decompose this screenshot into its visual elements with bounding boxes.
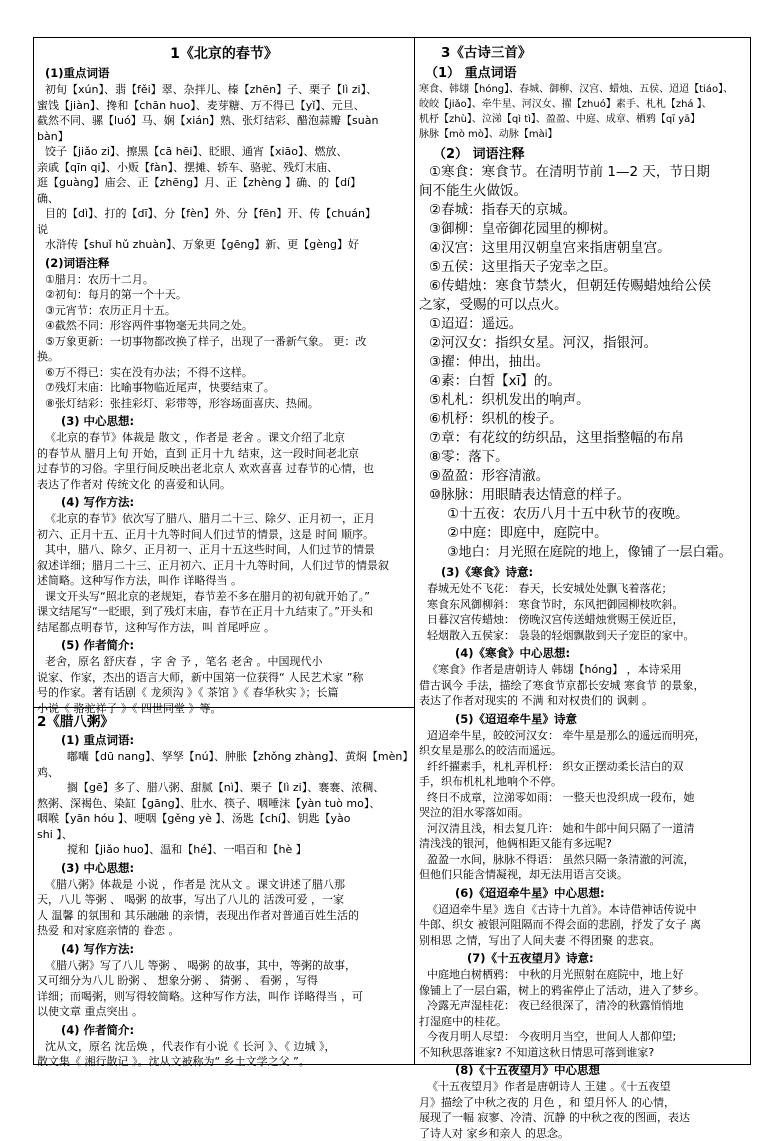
poem-line: 打湿庭中的桂花。 bbox=[419, 1014, 747, 1030]
note-line: ⑥万不得已：实在没有办法；不得不这样。 bbox=[37, 365, 411, 381]
vocab-line: 寒食、韩翃【hóng】、春城、御柳、汉宫、蜡烛、五侯、迢迢【tiáo】、 bbox=[419, 82, 747, 97]
note-line: ①迢迢：遥远。 bbox=[419, 315, 747, 334]
poem-line: 盈盈一水间，脉脉不得语： 虽然只隔一条清澈的河流， bbox=[419, 852, 747, 868]
method-line: 以使文章 重点突出 。 bbox=[37, 1004, 411, 1020]
vocab-line: 咽喉【yān hóu 】、哽咽【gěng yè 】、汤匙【chí】、钥匙【yào bbox=[37, 811, 411, 827]
vocab-line: 说 bbox=[37, 222, 411, 238]
idea-line: 牛郎、织女 被银河阻隔而不得会面的悲剧，抒发了女子 离 bbox=[419, 917, 747, 933]
note-line: ③擢：伸出，抽出。 bbox=[419, 353, 747, 372]
method-line: 结尾都点明春节，这种写作方法，叫 首尾呼应 。 bbox=[37, 620, 411, 636]
poem-line: 但他们只能含情凝视，却无法用语言交谈。 bbox=[419, 867, 747, 883]
heading-notes: (2)词语注释 bbox=[45, 255, 411, 271]
poem-line: 织女星是那么的皎洁而遥远。 bbox=[419, 743, 747, 759]
heading-central-idea: (3) 中心思想: bbox=[61, 860, 411, 876]
vocab-line: 熬粥、深褐色、染缸【gāng】、肚水、筷子、咽唾沫【yàn tuò mo】、 bbox=[37, 796, 411, 812]
idea-line: 《北京的春节》体裁是 散文 ，作者是 老舍 。课文介绍了北京 bbox=[37, 430, 411, 446]
poem-line: 迢迢牵牛星，皎皎河汉女： 牵牛星是那么的遥远而明亮， bbox=[419, 728, 747, 744]
method-line: 述简略。这种写作方法，叫作 详略得当 。 bbox=[37, 573, 411, 589]
section-three-poems bbox=[419, 41, 747, 1063]
poem-line: 今夜月明人尽望： 今夜明月当空，世间人人都仰望; bbox=[419, 1029, 747, 1045]
method-line: 《北京的春节》依次写了腊八、腊月二十三、除夕、正月初一，正月 bbox=[37, 511, 411, 527]
author-line: 沈从文，原名 沈岳焕 ，代表作有小说《 长河 》、《 边城 》， bbox=[37, 1039, 411, 1055]
vocab-line: 初旬【xún】、翡【fěi】翠、杂拌儿、榛【zhēn】子、栗子【lì zi】、 bbox=[37, 82, 411, 98]
vocab-line: 水浒传【shuǐ hǔ zhuàn】、万象更【gēng】新、更【gèng】好 bbox=[37, 237, 411, 253]
note-line: ③御柳：皇帝御花园里的柳树。 bbox=[419, 220, 747, 239]
idea-line: 展现了一幅 寂寥、冷清、沉静 的中秋之夜的图画，表达 bbox=[419, 1110, 747, 1126]
method-line: 初六、正月十五、正月十九等时间人们过节的情景，这是 时间 顺序。 bbox=[37, 527, 411, 543]
heading-vocab: (1) 重点词语: bbox=[61, 732, 411, 748]
heading-tiaotiao-meaning: (5)《迢迢牵牛星》诗意 bbox=[455, 711, 747, 727]
vocab-line: bàn】 bbox=[37, 129, 411, 145]
note-line: ⑧零：落下。 bbox=[419, 448, 747, 467]
heading-vocab: （1） 重点词语 bbox=[425, 62, 747, 81]
vocab-line: 嘟囔【dū nang】、孥孥【nú】、肿胀【zhǒng zhàng】、黄焖【mèn】 bbox=[37, 749, 411, 765]
note-line: ①十五夜：农历八月十五中秋节的夜晚。 bbox=[419, 505, 747, 524]
heading-hanshi-idea: (4)《寒食》中心思想: bbox=[455, 645, 747, 661]
note-line: ②中庭：即庭中，庭院中。 bbox=[419, 524, 747, 543]
heading-tiaotiao-idea: (6)《迢迢牵牛星》中心思想: bbox=[455, 885, 747, 901]
section-title: 2《腊八粥》 bbox=[37, 710, 411, 730]
heading-central-idea: (3) 中心思想: bbox=[61, 413, 411, 429]
heading-author: (4) 作者简介: bbox=[61, 1022, 411, 1038]
note-line: ⑦残灯末庙：比喻事物临近尾声，快要结束了。 bbox=[37, 380, 411, 396]
vocab-line: 机杼【zhù】、泣涕【qì tì】、盈盈、中庭、成章、栖鸦【qī yā】 bbox=[419, 112, 747, 127]
vocab-line: 皎皎【jiǎo】、牵牛星、河汉女、擢【zhuó】素手、札札【zhá 】、 bbox=[419, 97, 747, 112]
vocab-line: 确、 bbox=[37, 191, 411, 207]
heading-shiwuye-meaning: (7)《十五夜望月》诗意: bbox=[467, 950, 747, 966]
idea-line: 别相思 之情，写出了人间夫妻 不得团聚 的悲哀。 bbox=[419, 933, 747, 949]
note-line: ②春城：指春天的京城。 bbox=[419, 201, 747, 220]
note-line: 换。 bbox=[37, 349, 411, 365]
poem-line: 寒食东风御柳斜： 寒食节时，东风把御园柳枝吹斜。 bbox=[419, 597, 747, 613]
heading-notes: （2） 词语注释 bbox=[433, 143, 747, 162]
idea-line: 人 温馨 的氛围和 其乐融融 的亲情，表现出作者对普通百姓生活的 bbox=[37, 908, 411, 924]
note-line: ⑤五侯：这里指天子宠幸之臣。 bbox=[419, 258, 747, 277]
note-line: ②河汉女：指织女星。河汉，指银河。 bbox=[419, 334, 747, 353]
poem-line: 像铺上了一层白霜，树上的鸦雀停止了活动，进入了梦乡。 bbox=[419, 983, 747, 999]
idea-line: 《迢迢牵牛星》选自《古诗十九首》。本诗借神话传说中 bbox=[419, 902, 747, 918]
idea-line: 《腊八粥》体裁是 小说 ，作者是 沈从文 。课文讲述了腊八那 bbox=[37, 877, 411, 893]
author-line: 散文集《 湘行散记 》。沈从文被称为“ 乡土文学之父 ”。 bbox=[37, 1054, 411, 1070]
section-title: 1《北京的春节》 bbox=[37, 43, 411, 63]
note-line: ①腊月：农历十二月。 bbox=[37, 272, 411, 288]
vocab-line: shi 】、 bbox=[37, 827, 411, 843]
poem-line: 春城无处不飞花： 春天，长安城处处飘飞着落花； bbox=[419, 581, 747, 597]
idea-line: 热爱 和对家庭亲情的 眷恋 。 bbox=[37, 923, 411, 939]
note-line: ④素：白皙【xī】的。 bbox=[419, 372, 747, 391]
vocab-line: 搅和【jiǎo huo】、温和【hé】、一唱百和【hè 】 bbox=[37, 842, 411, 858]
method-line: 课文结尾写“一眨眼，到了残灯末庙，春节在正月十九结束了。”开头和 bbox=[37, 604, 411, 620]
poem-line: 不知秋思落谁家? 不知道这秋日情思可落到谁家? bbox=[419, 1045, 747, 1061]
poem-line: 清浅浅的银河，他俩相距又能有多远呢? bbox=[419, 836, 747, 852]
poem-line: 日暮汉宫传蜡烛： 傍晚汉宫传送蜡烛赏赐王侯近臣， bbox=[419, 612, 747, 628]
poem-line: 终日不成章，泣涕零如雨： 一整天也没织成一段布，她 bbox=[419, 790, 747, 806]
vocab-line: 目的【dì】、打的【dī】、分【fèn】外、分【fēn】开、传【chuán】 bbox=[37, 206, 411, 222]
heading-vocab: (1)重点词语 bbox=[45, 65, 411, 81]
note-line: ②初旬：每月的第一个十天。 bbox=[37, 287, 411, 303]
column-divider bbox=[414, 37, 415, 1065]
method-line: 又可细分为八儿 盼粥 、 想象分粥 、 猜粥 、 看粥 ，写得 bbox=[37, 973, 411, 989]
idea-line: 《十五夜望月》作者是唐朝诗人 王建 。《十五夜望 bbox=[419, 1079, 747, 1095]
method-line: 其中，腊八、除夕、正月初一、正月十五这些时间，人们过节的情景 bbox=[37, 542, 411, 558]
method-line: 详细；而喝粥，则写得较简略。这种写作方法，叫作 详略得当 ，可 bbox=[37, 989, 411, 1005]
note-line: ⑤万象更新：一切事物都改换了样子，出现了一番新气象。 更：改 bbox=[37, 334, 411, 350]
note-line: ④汉宫：这里用汉朝皇宫来指唐朝皇宫。 bbox=[419, 239, 747, 258]
heading-writing-method: (4) 写作方法: bbox=[61, 494, 411, 510]
idea-line: 表达了作者对 传统文化 的喜爱和认同。 bbox=[37, 477, 411, 493]
idea-line: 借古讽今 手法，描绘了寒食节京都长安城 寒食节 的景象， bbox=[419, 678, 747, 694]
note-line: ⑩脉脉：用眼睛表达情意的样子。 bbox=[419, 486, 747, 505]
poem-line: 哭泣的泪水零落如雨。 bbox=[419, 805, 747, 821]
note-line: ⑨盈盈：形容清澈。 bbox=[419, 467, 747, 486]
idea-line: 《寒食》作者是唐朝诗人 韩翃【hóng】 ，本诗采用 bbox=[419, 662, 747, 678]
vocab-line: 鸡、 bbox=[37, 765, 411, 781]
method-line: 《腊八粥》写了八儿 等粥 、 喝粥 的故事，其中，等粥的故事， bbox=[37, 958, 411, 974]
note-line: ⑦章：有花纹的纺织品，这里指整幅的布帛 bbox=[419, 429, 747, 448]
method-line: 课文开头写“照北京的老规矩，春节差不多在腊月的初旬就开始了。” bbox=[37, 589, 411, 605]
section-beijing-spring-festival bbox=[37, 41, 411, 705]
note-line: 间不能生火做饭。 bbox=[419, 182, 747, 201]
note-line: 之家，受赐的可以点火。 bbox=[419, 296, 747, 315]
note-line: ⑧张灯结彩：张挂彩灯、彩带等，形容场面喜庆、热闹。 bbox=[37, 396, 411, 412]
poem-line: 河汉清且浅，相去复几许： 她和牛郎中间只隔了一道清 bbox=[419, 821, 747, 837]
poem-line: 中庭地白树栖鸦： 中秋的月光照射在庭院中，地上好 bbox=[419, 967, 747, 983]
note-line: ⑥机杼：织机的梭子。 bbox=[419, 410, 747, 429]
vocab-line: 蜜饯【jiàn】、搀和【chān huo】、麦芽糖、万不得已【yǐ】、元旦、 bbox=[37, 98, 411, 114]
author-line: 小说《 骆驼祥子 》《 四世同堂 》等。 bbox=[37, 701, 411, 717]
note-line: ⑤札札：织机发出的响声。 bbox=[419, 391, 747, 410]
note-line: ①寒食：寒食节。在清明节前 1—2 天，节日期 bbox=[419, 163, 747, 182]
vocab-line: 亲戚【qīn qi】、小贩【fàn】、摆摊、轿车、骆驼、残灯末庙、 bbox=[37, 160, 411, 176]
heading-hanshi-meaning: (3)《寒食》诗意: bbox=[441, 564, 747, 580]
author-line: 老舍，原名 舒庆春 ，字 舍 予 ，笔名 老舍 。中国现代小 bbox=[37, 654, 411, 670]
heading-author: (5) 作者简介: bbox=[61, 637, 411, 653]
note-line: ③地白：月光照在庭院的地上，像铺了一层白霜。 bbox=[419, 543, 747, 562]
heading-shiwuye-idea: (8)《十五夜望月》中心思想 bbox=[455, 1062, 747, 1078]
section-laba-porridge bbox=[37, 710, 411, 1062]
vocab-line: 搁【gē】多了、腊八粥、甜腻【nì】、栗子【lì zi】、褰褰、浓稠、 bbox=[37, 780, 411, 796]
idea-line: 表达了作者对现实的 不满 和对权贵们的 讽刺 。 bbox=[419, 693, 747, 709]
author-line: 号的作家。著有话剧《 龙须沟 》《 茶馆 》《 春华秋实 》；长篇 bbox=[37, 685, 411, 701]
poem-line: 轻烟散入五侯家： 袅袅的轻烟飘散到天子宠臣的家中。 bbox=[419, 628, 747, 644]
note-line: ③元宵节：农历正月十五。 bbox=[37, 303, 411, 319]
vocab-line: 饺子【jiǎo zi】、擦黑【cā hēi】、眨眼、通宵【xiāo】、燃放、 bbox=[37, 144, 411, 160]
vocab-line: 逛【guàng】庙会、正【zhēng】月、正【zhèng 】确、的【dí】 bbox=[37, 175, 411, 191]
poem-line: 纤纤擢素手，札札弄机杼： 织女正摆动柔长洁白的双 bbox=[419, 759, 747, 775]
heading-writing-method: (4) 写作方法: bbox=[61, 941, 411, 957]
note-line: ⑥传蜡烛：寒食节禁火，但朝廷传赐蜡烛给公侯 bbox=[419, 277, 747, 296]
idea-line: 的春节从 腊月上旬 开始，直到 正月十九 结束，这一段时间老北京 bbox=[37, 446, 411, 462]
method-line: 叙述详细；腊月二十三、正月初六、正月十九等时间，人们过节的情景叙 bbox=[37, 558, 411, 574]
idea-line: 月》描绘了中秋之夜的 月色 ，和 望月怀人 的心情， bbox=[419, 1095, 747, 1111]
vocab-line: 截然不同、骡【luó】马、娴【xián】熟、张灯结彩、醋泡蒜瓣【suàn bbox=[37, 113, 411, 129]
idea-line: 了诗人对 家乡和亲人 的思念。 bbox=[419, 1126, 747, 1141]
author-line: 说家、作家，杰出的语言大师，新中国第一位获得“ 人民艺术家 ”称 bbox=[37, 670, 411, 686]
vocab-line: 脉脉【mò mò】、动脉【mài】 bbox=[419, 127, 747, 142]
poem-line: 冷露无声湿桂花： 夜已经很深了，清冷的秋露悄悄地 bbox=[419, 998, 747, 1014]
section-title: 3《古诗三首》 bbox=[441, 41, 747, 61]
poem-line: 手，织布机札札地响个不停。 bbox=[419, 774, 747, 790]
note-line: ④截然不同：形容两件事物毫无共同之处。 bbox=[37, 318, 411, 334]
idea-line: 天，八儿 等粥 、 喝粥 的故事，写出了八儿的 活泼可爱 ，一家 bbox=[37, 892, 411, 908]
idea-line: 过春节的习俗。字里行间反映出老北京人 欢欢喜喜 过春节的心情，也 bbox=[37, 461, 411, 477]
